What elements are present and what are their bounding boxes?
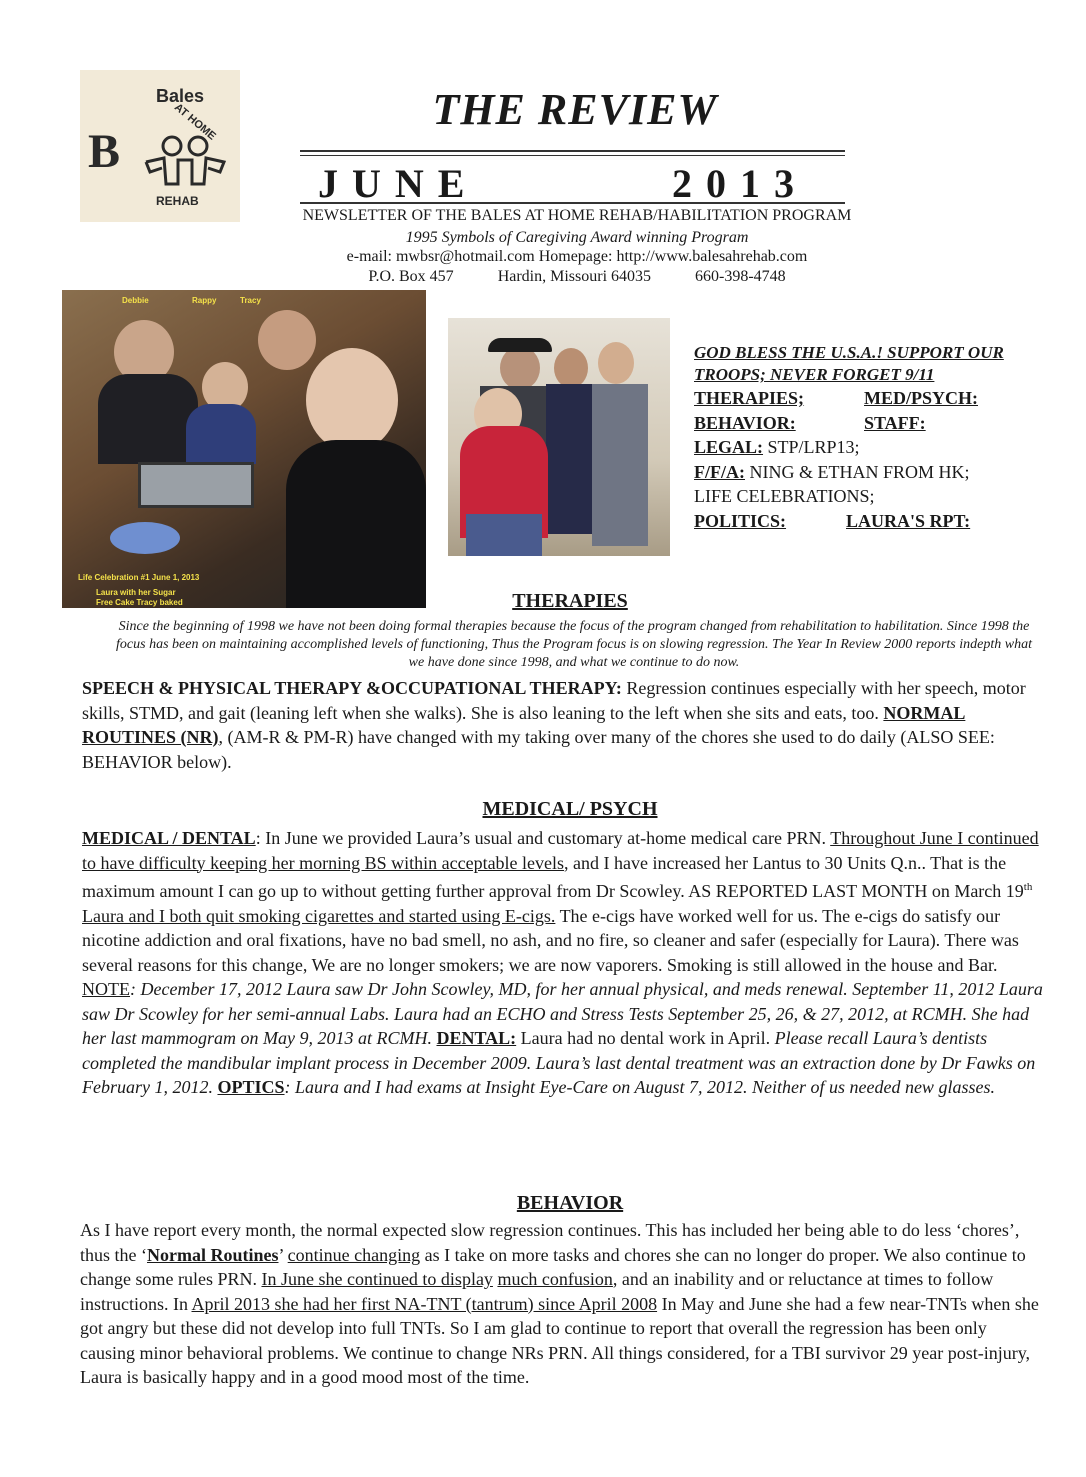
person-figure	[186, 404, 256, 464]
index-ffa-value: NING & ETHAN FROM HK;	[745, 461, 970, 482]
newsletter-title: THE REVIEW	[432, 85, 718, 134]
behavior-paragraph	[80, 1218, 1042, 1390]
behavior-heading: BEHAVIOR	[516, 1192, 624, 1214]
index-behavior: BEHAVIOR:	[694, 412, 796, 433]
photo-label: Debbie	[122, 296, 149, 305]
index-row	[694, 460, 1054, 485]
index-row: LIFE CELEBRATIONS;	[694, 486, 875, 506]
photo-life-celebration	[62, 290, 426, 608]
optics-label: OPTICS	[217, 1077, 285, 1097]
index-row	[694, 386, 1054, 411]
city: Hardin, Missouri 64035	[497, 268, 652, 285]
behavior-text: , and an inability and or reluctance at times to follow instructions. In	[80, 1269, 994, 1314]
logo-at-home-text: AT HOME	[171, 101, 218, 143]
person-figure	[306, 348, 398, 452]
person-figure	[286, 440, 426, 608]
therapy-text: Regression continues especially with her speech, motor skills, STMD, and gait (leaning left when she walks). She is also leaning to the left when she sits and eats, too.	[82, 678, 1026, 723]
behavior-underlined: much confusion	[497, 1269, 613, 1289]
person-figure	[98, 374, 198, 464]
person-figure	[598, 342, 634, 384]
person-figure	[466, 514, 542, 556]
header-rule	[300, 150, 845, 152]
person-figure	[258, 310, 316, 370]
award-line: 1995 Symbols of Caregiving Award winning Program	[405, 229, 749, 246]
medical-text: , and I have increased her Lantus to 30 Units Q.n.. That is the maximum amount I can go up to without getting further approval from Dr Scowley. AS REPORTED LAST MONTH on March 19	[82, 852, 1024, 901]
phone: 660-398-4748	[695, 268, 786, 285]
medical-italic: : Laura and I had exams at Insight Eye-Care on August 7, 2012. Neither of us needed new glasses.	[284, 1077, 995, 1097]
behavior-underlined: continue changing	[287, 1244, 421, 1265]
person-figure	[500, 346, 540, 390]
po-box: P.O. Box 457	[368, 268, 454, 285]
header-rule	[300, 155, 845, 156]
cake-tray	[138, 462, 254, 508]
index-row	[694, 509, 1054, 534]
topics-index	[694, 342, 1054, 533]
therapies-paragraph	[82, 676, 1046, 774]
logo-rehab-text: REHAB	[156, 194, 199, 208]
contact-email-homepage: e-mail: mwbsr@hotmail.com Homepage: http://www.balesahrehab.com	[346, 248, 808, 265]
behavior-text: as I take on more tasks and chores she can no longer do proper. We also continue to change some rules PRN.	[80, 1244, 1026, 1289]
person-figure	[592, 384, 648, 546]
index-staff: STAFF:	[864, 412, 926, 433]
photo-label: Rappy	[192, 296, 217, 305]
photo-caption: Free Cake Tracy baked	[96, 598, 183, 607]
medical-text: The e-cigs have worked well for us. The e-cigs do satisfy our nicotine addiction and oral fixations, have no bad smell, no ash, and no fire, so cleaner and safer (especially for Laura). There was several reasons for this change, We are no longer smokers; we are now vaporers. Smoking is still allowed in the house and Bar.	[82, 905, 1019, 975]
behavior-underlined: April 2013 she had her first NA-TNT (tantrum) since April 2008	[191, 1293, 658, 1314]
person-figure	[546, 384, 596, 534]
medical-italic: Please recall Laura’s dentists completed the mandibular implant process in December 2009. Laura’s last dental treatment was an extraction done by Dr Fawks on February 1, 2012.	[82, 1028, 1036, 1097]
index-lauras-rpt: LAURA'S RPT:	[846, 510, 971, 531]
medical-psych-heading: MEDICAL/ PSYCH	[482, 798, 658, 820]
normal-routines-term: NORMAL ROUTINES (NR)	[82, 702, 966, 747]
photo-visitors	[448, 318, 670, 556]
logo-bales-text: Bales	[156, 86, 205, 106]
note-label: NOTE	[82, 979, 130, 999]
therapy-text: , (AM-R & PM-R) have changed with my taking over many of the chores she used to do daily (ALSO SEE: BEHAVIOR below).	[82, 727, 995, 772]
index-med-psych: MED/PSYCH:	[864, 388, 978, 408]
index-legal-value: STP/LRP13;	[763, 437, 860, 457]
header-rule	[300, 202, 845, 204]
therapies-intro: Since the beginning of 1998 we have not been doing formal therapies because the focus of the program changed from rehabilitation to habilitation. Since 1998 the focus has been on maintaining accomplished levels of functioning, Thus the Program focus is on slowing regression. The Year In Review 2000 reports indepth what we have done since 1998, and what we continue to do now.	[116, 619, 1032, 670]
issue-year: 2013	[672, 161, 808, 206]
newsletter-subtitle: NEWSLETTER OF THE BALES AT HOME REHAB/HABILITATION PROGRAM	[302, 207, 852, 224]
index-legal-label: LEGAL:	[694, 437, 764, 457]
photo-caption: Laura with her Sugar	[96, 588, 176, 597]
behavior-underlined: In June she continued to display	[261, 1269, 493, 1289]
medical-text: Laura had no dental work in April.	[516, 1028, 775, 1048]
person-figure	[554, 348, 588, 388]
logo-letter: B	[88, 125, 121, 178]
index-therapies: THERAPIES;	[694, 388, 805, 408]
index-row	[694, 435, 1054, 460]
medical-text: : In June we provided Laura’s usual and customary at-home medical care PRN.	[255, 828, 831, 848]
medical-underlined: Throughout June I continued to have difficulty keeping her morning BS within acceptable levels	[82, 828, 1039, 873]
behavior-text: As I have report every month, the normal expected slow regression continues. This has included her being able to do less ‘chores’, thus the ‘	[80, 1220, 1020, 1265]
dental-label: DENTAL:	[436, 1028, 517, 1048]
photo-label: Tracy	[240, 296, 261, 305]
normal-routines-term: Normal Routines	[147, 1244, 279, 1265]
logo-figures-icon	[138, 132, 230, 190]
program-logo	[80, 70, 240, 222]
behavior-text: ’	[278, 1244, 288, 1265]
plate	[110, 522, 180, 554]
medical-paragraph	[82, 826, 1046, 1100]
medical-italic: : December 17, 2012 Laura saw Dr John Scowley, MD, for her annual physical, and meds renewal. September 11, 2012 Laura saw Dr Scowley for her semi-annual Labs. Laura had an ECHO and Stress Tests September 25, 26, & 27, 2012, at RCMH. She had her last mammogram on May 9, 2013 at RCMH.	[82, 979, 1043, 1048]
medical-dental-lead: MEDICAL / DENTAL	[82, 828, 256, 848]
index-politics: POLITICS:	[694, 510, 787, 531]
therapy-lead: SPEECH & PHYSICAL THERAPY &OCCUPATIONAL THERAPY:	[82, 678, 622, 698]
contact-address	[262, 268, 892, 286]
therapies-heading: THERAPIES	[512, 590, 628, 612]
photo-caption: Life Celebration #1 June 1, 2013	[78, 573, 200, 582]
index-ffa-label: F/F/A:	[694, 461, 745, 482]
medical-underlined: Laura and I both quit smoking cigarettes and started using E-cigs.	[82, 905, 556, 926]
behavior-text: In May and June she had a few near-TNTs when she got angry but these did not develop into full TNTs. So I am glad to continue to report that overall the regression has been only causing minor behavioral problems. We continue to change NRs PRN. All things considered, for a TBI survivor 29 year post-injury, Laura is basically happy and in a good mood most of the time.	[80, 1293, 1039, 1387]
issue-month: JUNE	[318, 161, 479, 206]
hat-icon	[488, 338, 552, 352]
motto: GOD BLESS THE U.S.A.! SUPPORT OUR TROOPS; NEVER FORGET 9/11	[694, 343, 1004, 384]
ordinal-suffix: th	[1023, 881, 1033, 893]
index-row	[694, 411, 1054, 436]
